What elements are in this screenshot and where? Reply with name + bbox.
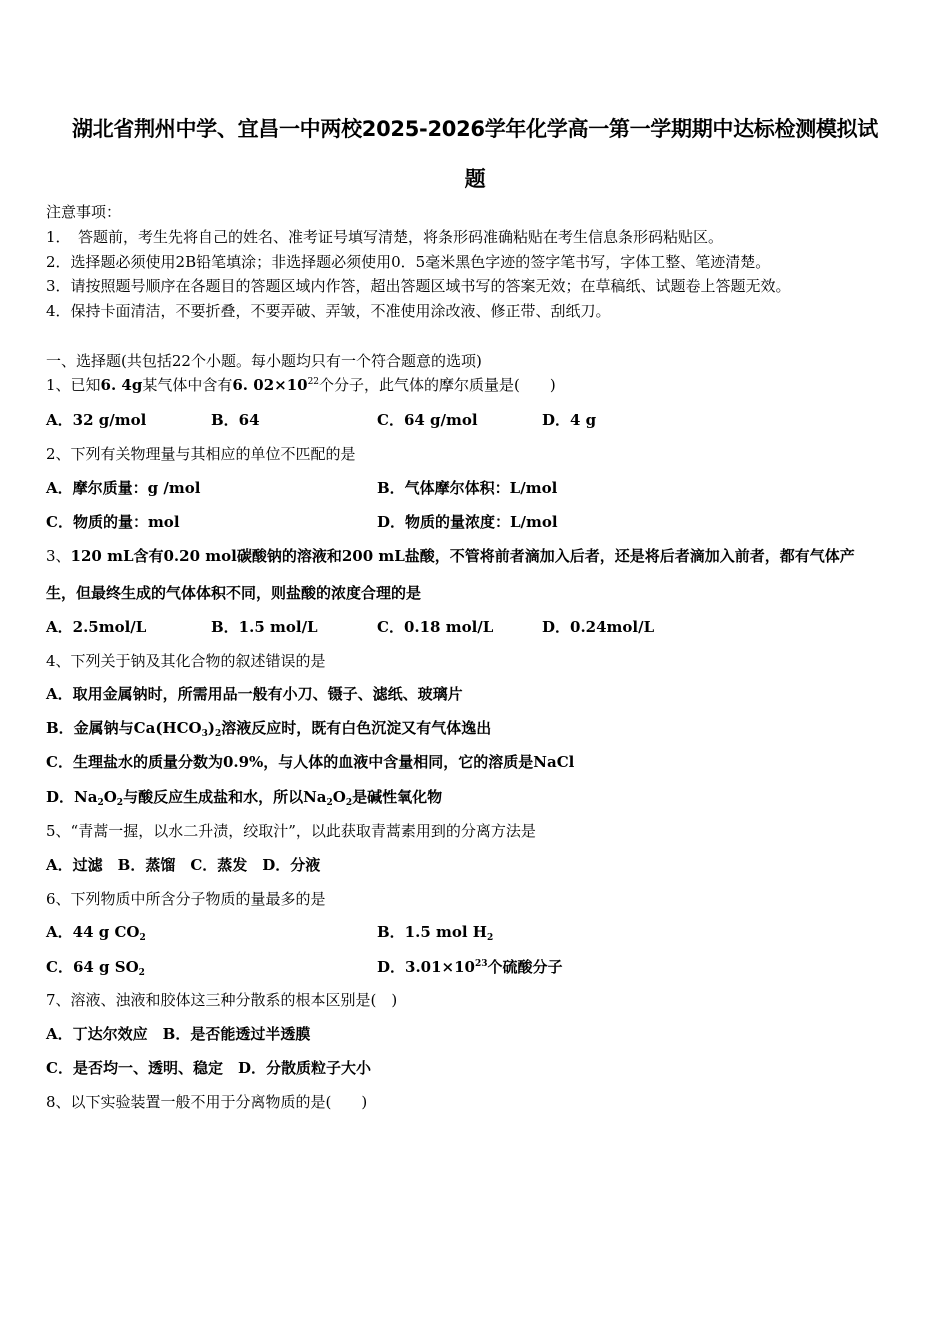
section-heading: 一、选择题(共包括22个小题。每小题均只有一个符合题意的选项) (46, 352, 482, 370)
question-7-stem: 7、溶液、浊液和胶体这三种分散系的根本区别是( ) (46, 991, 398, 1009)
notice-item-2: 2．选择题必须使用2B铅笔填涂；非选择题必须使用0．5毫米黑色字迹的签字笔书写，字体工整、笔迹清楚。 (46, 253, 771, 271)
question-2-stem: 2、下列有关物理量与其相应的单位不匹配的是 (46, 445, 356, 463)
question-8-stem: 8、以下实验装置一般不用于分离物质的是( ) (46, 1093, 368, 1111)
question-6-stem: 6、下列物质中所含分子物质的量最多的是 (46, 890, 326, 908)
question-1-option-a: A．32 g/mol (46, 411, 147, 429)
question-4-option-d: D．$Na_2O_2$与酸反应生成盐和水，所以$Na_2O_2$是碱性氧化物 (46, 788, 443, 808)
question-6-option-a: A．44 g $CO_2$ (46, 923, 146, 943)
question-3-option-d: D．0.24mol/L (542, 618, 655, 636)
question-3-stem-line2: 生，但最终生成的气体体积不同，则盐酸的浓度合理的是 (46, 584, 422, 602)
question-5-stem: 5、“青蒿一握，以水二升渍，绞取汁”，以此获取青蒿素用到的分离方法是 (46, 822, 536, 840)
question-4-option-b: B．金属钠与$Ca(HCO_3)_2$溶液反应时，既有白色沉淀又有气体逸出 (46, 719, 492, 739)
question-6-option-c: C．64 g $SO_2$ (46, 958, 145, 978)
question-6-option-b: B．1.5 mol $H_2$ (377, 923, 494, 943)
question-1-option-d: D．4 g (542, 411, 597, 429)
question-4-stem: 4、下列关于钠及其化合物的叙述错误的是 (46, 652, 326, 670)
question-2-option-a: A．摩尔质量：g /mol (46, 479, 201, 497)
notice-item-1: 1． 答题前，考生先将自己的姓名、准考证号填写清楚，将条形码准确粘贴在考生信息条形码粘贴区。 (46, 228, 724, 246)
question-1-stem: 1、已知6. 4g某气体中含有6. $02\times 10^{22}$个分子，此气体的摩尔质量是( ) (46, 376, 556, 394)
question-3-stem-line1: 3、120 mL含有0.20 mol碳酸钠的溶液和200 mL盐酸，不管将前者滴加入后者，还是将后者滴加入前者，都有气体产 (46, 547, 855, 565)
notice-item-3: 3．请按照题号顺序在各题目的答题区域内作答，超出答题区域书写的答案无效；在草稿纸、试题卷上答题无效。 (46, 277, 791, 295)
question-4-option-c: C．生理盐水的质量分数为0.9%，与人体的血液中含量相同，它的溶质是NaCl (46, 753, 575, 771)
exam-title-line1: 湖北省荆州中学、宜昌一中两校2025-2026学年化学高一第一学期期中达标检测模拟试 (71, 117, 878, 141)
question-6-option-d: D．$3.01\times 10^{23}$个硫酸分子 (377, 958, 563, 976)
question-5-options: A．过滤 B．蒸馏 C．蒸发 D．分液 (46, 856, 321, 874)
question-1-option-b: B．64 (211, 411, 260, 429)
question-2-option-b: B．气体摩尔体积：L/mol (377, 479, 558, 497)
question-2-option-d: D．物质的量浓度：L/mol (377, 513, 558, 531)
question-7-options-line2: C．是否均一、透明、稳定 D．分散质粒子大小 (46, 1059, 371, 1077)
exam-title-line2: 题 (464, 167, 486, 191)
question-4-option-a: A．取用金属钠时，所需用品一般有小刀、镊子、滤纸、玻璃片 (46, 685, 463, 703)
question-1-option-c: C．64 g/mol (377, 411, 478, 429)
question-7-options-line1: A．丁达尔效应 B．是否能透过半透膜 (46, 1025, 311, 1043)
notice-heading: 注意事项： (46, 203, 122, 221)
question-2-option-c: C．物质的量：mol (46, 513, 180, 531)
notice-item-4: 4．保持卡面清洁，不要折叠，不要弄破、弄皱，不准使用涂改液、修正带、刮纸刀。 (46, 302, 611, 320)
question-3-option-c: C．0.18 mol/L (377, 618, 494, 636)
question-3-option-b: B．1.5 mol/L (211, 618, 318, 636)
question-3-option-a: A．2.5mol/L (46, 618, 147, 636)
